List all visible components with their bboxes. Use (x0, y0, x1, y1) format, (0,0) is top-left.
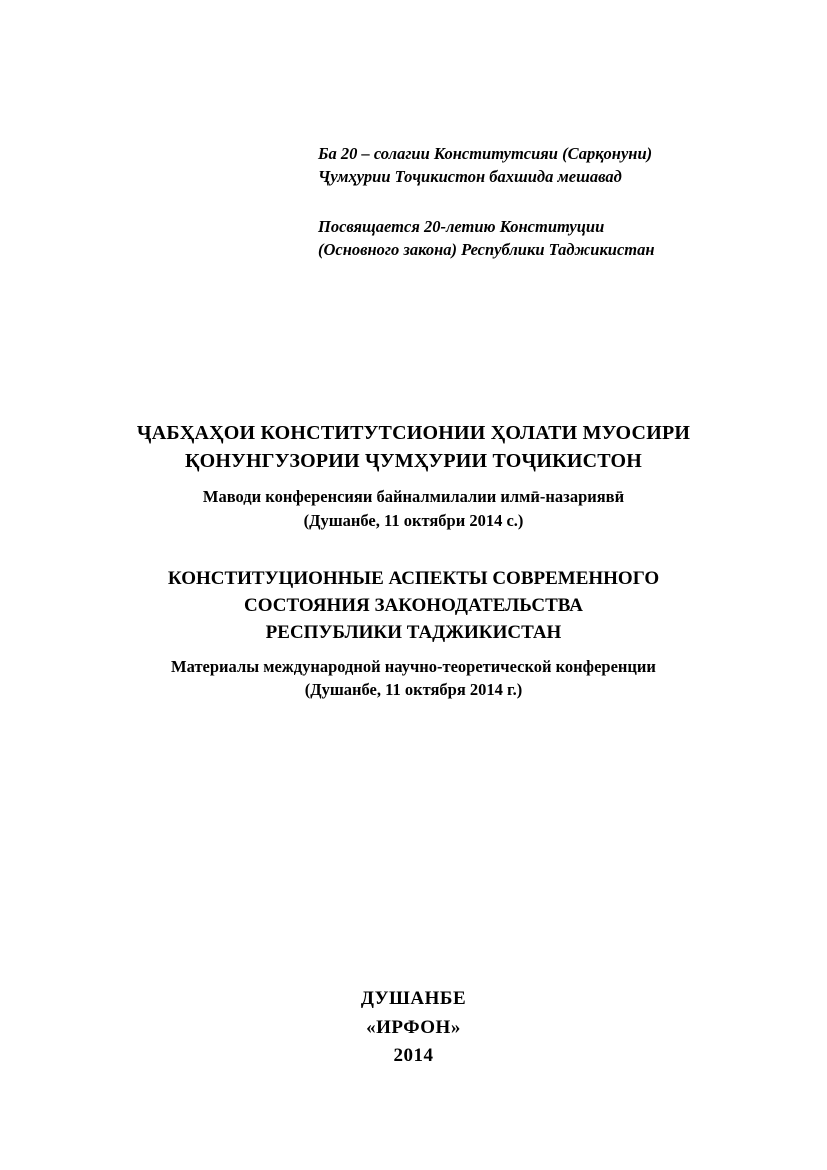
main-title-russian (0, 566, 827, 647)
subtitle-russian-line-1: Материалы международной научно-теоретической конференции (171, 656, 656, 676)
subtitle-tajik-line-1: Маводи конференсияи байналмилалии илмӣ-назариявӣ (202, 487, 625, 507)
dedication-tajik (318, 142, 758, 189)
subtitle-russian (0, 655, 827, 702)
dedication-block (318, 142, 758, 262)
dedication-russian-line-1: Посвящается 20-летию Конституции (318, 216, 605, 236)
imprint-block (0, 985, 827, 1071)
dedication-russian-line-2: (Основного закона) Республики Таджикистан (318, 240, 655, 260)
main-title-russian-line-3: РЕСПУБЛИКИ ТАДЖИКИСТАН (265, 621, 562, 643)
dedication-tajik-line-1: Ба 20 – солагии Конститутсияи (Сарқонуни) (318, 144, 653, 163)
main-title-tajik (0, 420, 827, 475)
imprint-city: ДУШАНБЕ (360, 988, 467, 1009)
main-title-russian-line-1: КОНСТИТУЦИОННЫЕ АСПЕКТЫ СОВРЕМЕННОГО (167, 568, 660, 590)
subtitle-russian-line-2: (Душанбе, 11 октября 2014 г.) (304, 680, 523, 700)
title-separator (0, 532, 827, 566)
subtitle-tajik (0, 485, 827, 532)
main-title-russian-line-2: СОСТОЯНИЯ ЗАКОНОДАТЕЛЬСТВА (244, 595, 583, 616)
imprint-year: 2014 (393, 1045, 434, 1066)
main-title-tajik-line-1: ҶАБҲАҲОИ КОНСТИТУТСИОНИИ ҲОЛАТИ МУОСИРИ (136, 422, 691, 444)
dedication-russian (318, 215, 758, 262)
title-block (0, 420, 827, 702)
imprint-publisher: «ИРФОН» (366, 1016, 461, 1038)
dedication-tajik-line-2: Ҷумҳурии Тоҷикистон бахшида мешавад (318, 167, 622, 187)
subtitle-tajik-line-2: (Душанбе, 11 октябри 2014 с.) (303, 510, 524, 530)
main-title-tajik-line-2: ҚОНУНГУЗОРИИ ҶУМҲУРИИ ТОҶИКИСТОН (184, 449, 643, 472)
